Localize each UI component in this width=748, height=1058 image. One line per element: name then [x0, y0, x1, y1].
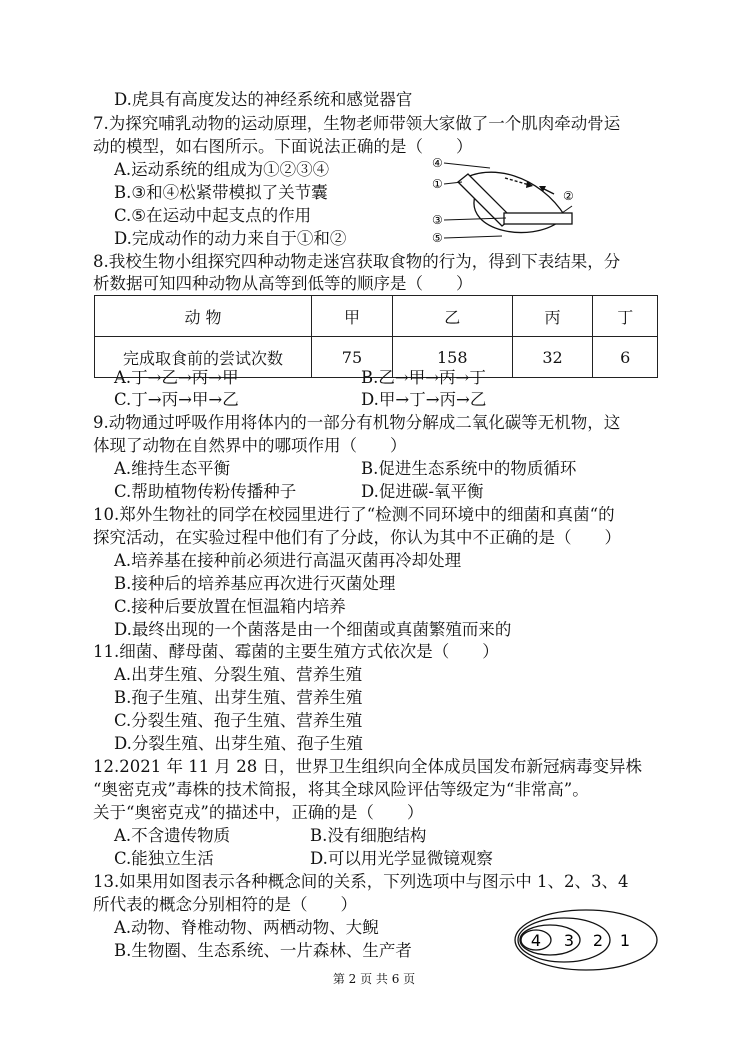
q8-stem-line2: 析数据可知四种动物从高等到低等的顺序是（ ） — [93, 274, 473, 293]
q13-stem-line2: 所代表的概念分别相符的是（ ） — [93, 895, 357, 914]
q12-option-d: D.可以用光学显微镜观察 — [310, 849, 493, 868]
q9-option-c: C.帮助植物传粉传播种子 — [114, 482, 297, 501]
q11-option-a: A.出芽生殖、分裂生殖、营养生殖 — [114, 665, 363, 684]
q8-option-d: D.甲→丁→丙→乙 — [361, 390, 487, 409]
table-cell: 6 — [593, 337, 658, 378]
venn-label-2: 2 — [592, 931, 604, 950]
label-1: ① — [432, 177, 443, 191]
label-3: ③ — [432, 213, 443, 227]
muscle-bone-model-figure — [430, 156, 580, 246]
q11-stem: 11.细菌、酵母菌、霉菌的主要生殖方式依次是（ ） — [93, 642, 499, 661]
q11-option-d: D.分裂生殖、出芽生殖、孢子生殖 — [114, 734, 363, 753]
label-2: ② — [563, 189, 574, 203]
q10-stem-line2: 探究活动，在实验过程中他们有了分歧，你认为其中不正确的是（ ） — [93, 528, 621, 547]
leader-5 — [444, 236, 502, 238]
q12-stem-line3: 关于“奥密克戎”的描述中，正确的是（ ） — [93, 803, 424, 822]
q12-stem-line2: “奥密克戎”毒株的技术简报，将其全球风险评估等级定为“非常高”。 — [93, 780, 589, 799]
venn-label-1: 1 — [619, 931, 631, 950]
q12-option-b: B.没有细胞结构 — [310, 826, 427, 845]
table-header-cell: 动 物 — [95, 296, 312, 337]
q9-stem-line1: 9.动物通过呼吸作用将体内的一部分有机物分解成二氧化碳等无机物，这 — [93, 413, 621, 432]
q13-option-b: B.生物圈、生态系统、一片森林、生产者 — [114, 941, 412, 960]
q13-option-a: A.动物、脊椎动物、两栖动物、大鲵 — [114, 918, 379, 937]
q7-option-a: A.运动系统的组成为①②③④ — [114, 160, 330, 179]
q10-option-c: C.接种后要放置在恒温箱内培养 — [114, 597, 346, 616]
q7-option-d: D.完成动作的动力来自于①和② — [114, 229, 347, 248]
q9-option-a: A.维持生态平衡 — [114, 459, 231, 478]
trial-count-table — [94, 295, 658, 378]
leader-2 — [562, 206, 572, 213]
q12-option-a: A.不含遗传物质 — [114, 826, 231, 845]
table-header-cell: 丙 — [512, 296, 593, 337]
label-4: ④ — [432, 156, 443, 170]
table-row-label: 完成取食前的尝试次数 — [95, 337, 312, 378]
q11-option-b: B.孢子生殖、出芽生殖、营养生殖 — [114, 688, 363, 707]
lower-bone — [504, 213, 572, 224]
table-cell: 75 — [312, 337, 393, 378]
q9-option-d: D.促进碳-氧平衡 — [361, 482, 484, 501]
q8-option-b: B.乙→甲→丙→丁 — [361, 368, 486, 387]
page-footer: 第 2 页 共 6 页 — [332, 972, 416, 986]
table-header-cell: 丁 — [593, 296, 658, 337]
table-header-cell: 甲 — [312, 296, 393, 337]
label-5: ⑤ — [432, 231, 443, 245]
table-header-cell: 乙 — [392, 296, 512, 337]
q7-option-c: C.⑤在运动中起支点的作用 — [114, 206, 312, 225]
q8-stem-line1: 8.我校生物小组探究四种动物走迷宫获取食物的行为，得到下表结果，分 — [93, 252, 621, 271]
table-cell: 158 — [392, 337, 512, 378]
q9-option-b: B.促进生态系统中的物质循环 — [361, 459, 577, 478]
q7-option-b: B.③和④松紧带模拟了关节囊 — [114, 183, 328, 202]
q12-option-c: C.能独立生活 — [114, 849, 214, 868]
q12-stem-line1: 12.2021 年 11 月 28 日，世界卫生组织向全体成员国发布新冠病毒变异株 — [93, 757, 642, 776]
q8-option-c: C.丁→丙→甲→乙 — [114, 390, 239, 409]
concept-venn-diagram — [512, 906, 662, 974]
q13-stem-line1: 13.如果用如图表示各种概念间的关系，下列选项中与图示中 1、2、3、4 — [93, 872, 629, 891]
q7-stem-line1: 7.为探究哺乳动物的运动原理，生物老师带领大家做了一个肌肉牵动骨运 — [93, 114, 621, 133]
q10-option-b: B.接种后的培养基应再次进行灭菌处理 — [114, 574, 396, 593]
leader-4 — [444, 163, 490, 168]
q10-option-a: A.培养基在接种前必须进行高温灭菌再冷却处理 — [114, 551, 462, 570]
venn-label-3: 3 — [563, 931, 575, 950]
q7-stem-line2: 动的模型，如右图所示。下面说法正确的是（ ） — [93, 137, 473, 156]
q6-option-d: D.虎具有高度发达的神经系统和感觉器官 — [114, 90, 413, 109]
q10-option-d: D.最终出现的一个菌落是由一个细菌或真菌繁殖而来的 — [114, 620, 512, 639]
q8-option-a: A.丁→乙→丙→甲 — [114, 368, 239, 387]
table-header-row — [95, 296, 658, 337]
table-cell: 32 — [512, 337, 593, 378]
q9-stem-line2: 体现了动物在自然界中的哪项作用（ ） — [93, 436, 407, 455]
q10-stem-line1: 10.郑外生物社的同学在校园里进行了“检测不同环境中的细菌和真菌“的 — [93, 505, 615, 524]
venn-label-4: 4 — [530, 931, 542, 950]
q11-option-c: C.分裂生殖、孢子生殖、营养生殖 — [114, 711, 363, 730]
